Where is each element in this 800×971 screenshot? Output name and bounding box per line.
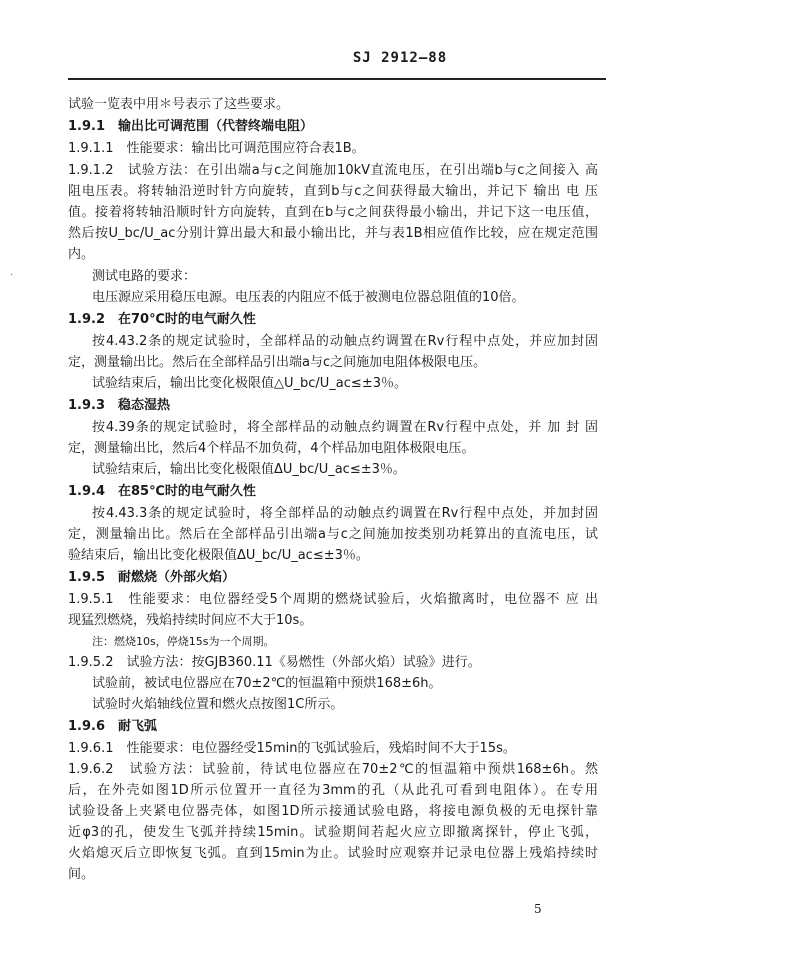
text-line: 试验设备上夹紧电位器壳体，如图1D所示接通试验电路，将接电源负极的无电探针靠 — [68, 804, 598, 819]
text-line: 后，在外壳如图1D所示位置开一直径为3mm的孔（从此孔可看到电阻体）。在专用 — [68, 783, 598, 798]
text-line: 按4.43.3条的规定试验时，将全部样品的动触点约调置在Rv行程中点处，并加封固 — [92, 506, 598, 521]
section-heading: 1.9.4 在85℃时的电气耐久性 — [68, 484, 256, 499]
text-line: 试验结束后，输出比变化极限值△U_bc/U_ac≤±3％。 — [92, 376, 407, 391]
text-line: 按4.39条的规定试验时，将全部样品的动触点约调置在Rv行程中点处，并 加 封 固 — [92, 420, 598, 435]
text-line: 电压源应采用稳压电源。电压表的内阻应不低于被测电位器总阻值的10倍。 — [92, 290, 525, 305]
text-line: 1.9.1.2 试验方法：在引出端a与c之间施加10kV直流电压，在引出端b与c之间接入 高 — [68, 163, 598, 178]
header-rule — [68, 78, 606, 80]
text-line: 火焰熄灭后立即恢复飞弧。直到15min为止。试验时应观察并记录电位器上残焰持续时 — [68, 846, 598, 861]
text-line: 近φ3的孔，使发生飞弧并持续15min。试验期间若起火应立即撤离探针，停止飞弧， — [68, 825, 598, 840]
text-line: 试验时火焰轴线位置和燃火点按图1C所示。 — [92, 697, 344, 712]
text-line: 1.9.5.2 试验方法：按GJB360.11《易燃性（外部火焰）试验》进行。 — [68, 655, 481, 670]
text-line: 间。 — [68, 867, 95, 882]
text-line: 定，测量输出比，然后4个样品不加负荷，4个样品加电阻体极限电压。 — [68, 441, 475, 456]
text-line: 定，测量输出比。然后在全部样品引出端a与c之间施加电阻体极限电压。 — [68, 355, 487, 370]
scan-speck: · — [10, 270, 14, 281]
text-line: 验结束后，输出比变化极限值ΔU_bc/U_ac≤±3％。 — [68, 548, 369, 563]
page-number: 5 — [534, 902, 542, 916]
note-line: 注：燃烧10s，停烧15s为一个周期。 — [92, 635, 275, 648]
section-heading: 1.9.6 耐飞弧 — [68, 719, 158, 734]
text-line: 现猛烈燃烧，残焰持续时间应不大于10s。 — [68, 613, 313, 628]
text-line: 试验结束后，输出比变化极限值ΔU_bc/U_ac≤±3％。 — [92, 462, 406, 477]
text-line: 试验前，被试电位器应在70±2℃的恒温箱中预烘168±6h。 — [92, 676, 442, 691]
text-line: 测试电路的要求： — [92, 269, 197, 284]
text-line: 1.9.6.1 性能要求：电位器经受15min的飞弧试验后，残焰时间不大于15s。 — [68, 741, 516, 756]
text-line: 1.9.6.2 试验方法：试验前，待试电位器应在70±2℃的恒温箱中预烘168±6h。然 — [68, 762, 598, 777]
section-heading: 1.9.3 稳态湿热 — [68, 398, 171, 413]
text-line: 值。接着将转轴沿顺时针方向旋转，直到在b与c之间获得最小输出，并记下这一电压值， — [68, 205, 598, 220]
standard-header: SJ 2912—88 — [352, 50, 448, 66]
section-heading: 1.9.1 输出比可调范围（代替终端电阻） — [68, 119, 314, 134]
text-line: 定，测量输出比。然后在全部样品引出端a与c之间施加按类别功耗算出的直流电压，试 — [68, 527, 598, 542]
section-heading: 1.9.5 耐燃烧（外部火焰） — [68, 570, 236, 585]
text-line: 内。 — [68, 247, 95, 262]
text-line: 阻电压表。将转轴沿逆时针方向旋转，直到b与c之间获得最大输出，并记下 输出 电 压 — [68, 184, 598, 199]
text-line: 试验一览表中用＊号表示了这些要求。 — [68, 97, 290, 112]
text-line: 1.9.1.1 性能要求：输出比可调范围应符合表1B。 — [68, 141, 365, 156]
text-line: 然后按U_bc/U_ac分别计算出最大和最小输出比，并与表1B相应值作比较，应在规定范围 — [68, 226, 598, 241]
text-line: 1.9.5.1 性能要求：电位器经受5个周期的燃烧试验后，火焰撤离时，电位器不 应 出 — [68, 592, 598, 607]
section-heading: 1.9.2 在70℃时的电气耐久性 — [68, 312, 256, 327]
text-line: 按4.43.2条的规定试验时，全部样品的动触点约调置在Rv行程中点处，并应加封固 — [92, 334, 598, 349]
